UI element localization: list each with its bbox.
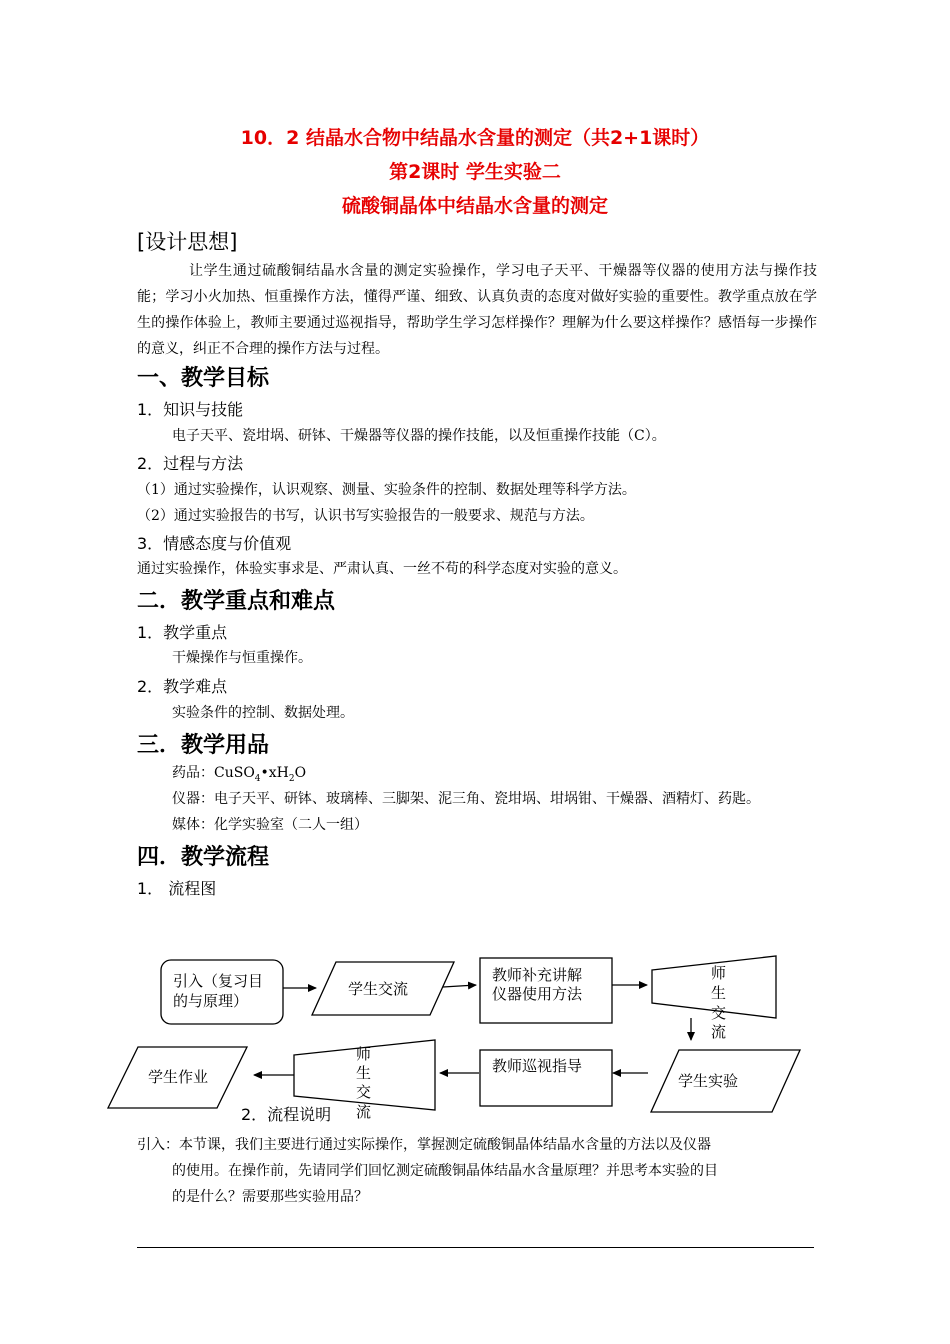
design-heading: [设计思想] [137,230,238,254]
document-title: 10．2 结晶水合物中结晶水含量的测定（共2+1课时） [240,127,710,149]
difficulty-heading: 2．教学难点 [137,677,228,696]
flow-node-exchange-right-char3: 交 [711,1004,727,1022]
design-paragraph: 让学生通过硫酸铜结晶水含量的测定实验操作，学习电子天平、干燥器等仪器的使用方法与操作技能；学习小火加热、恒重操作方法，懂得严谨、细致、认真负责的态度对做好实验的重要性。教学重点放在学生的操作体验上，教师主要通过巡视指导，帮助学生学习怎样操作？理解为什么要这样操作？感悟每一步操作的意义，纠正不合理的操作方法与过程。 [137,263,817,357]
flow-node-teacher-supplement-line1: 教师补充讲解 [492,966,583,984]
knowledge-heading: 1．知识与技能 [137,400,244,419]
flow-node-exchange-left-char2: 生 [356,1064,372,1082]
experiment-title: 硫酸铜晶体中结晶水含量的测定 [341,195,608,217]
intro-line-2: 的使用。在操作前，先请同学们回忆测定硫酸铜晶体结晶水含量原理？并思考本实验的目 [172,1163,718,1179]
process-item-1: （1）通过实验操作，认识观察、测量、实验条件的控制、数据处理等科学方法。 [137,482,636,498]
flow-node-teacher-supplement [480,958,612,1023]
flow-node-student-homework [108,1047,247,1108]
flow-node-student-experiment-label: 学生实验 [678,1072,739,1090]
flow-arrow-2 [443,985,476,987]
emotion-heading: 3．情感态度与价值观 [137,534,292,553]
flow-node-exchange-right-char4: 流 [711,1023,727,1041]
flowchart-heading: 1． 流程图 [137,879,217,898]
flow-node-intro-line2: 的与原理） [173,992,249,1010]
flow-node-exchange-right-char1: 师 [711,964,727,982]
supplies-heading: 三．教学用品 [137,733,270,758]
media-text: 媒体：化学实验室（二人一组） [172,817,368,833]
flow-node-teacher-supplement-line2: 仪器使用方法 [492,985,583,1003]
flow-node-student-homework-label: 学生作业 [148,1068,209,1086]
drug-label: 药品： [172,765,214,781]
flow-node-intro [161,960,283,1024]
footer-rule [137,1247,814,1248]
keypoints-heading: 二．教学重点和难点 [137,589,336,614]
flow-node-exchange-left-char3: 交 [356,1083,372,1101]
flow-node-intro-line1: 引入（复习目 [173,972,264,990]
flow-explain-heading: 2．流程说明 [241,1105,332,1124]
flow-node-exchange-right-char2: 生 [711,984,727,1002]
focus-heading: 1．教学重点 [137,623,228,642]
flow-node-exchange-left-char1: 师 [356,1045,372,1063]
objectives-heading: 一、教学目标 [137,366,270,391]
knowledge-text: 电子天平、瓷坩埚、研钵、干燥器等仪器的操作技能，以及恒重操作技能（C）。 [172,428,666,444]
flow-node-exchange-left-char4: 流 [356,1103,372,1121]
process-item-2: （2）通过实验报告的书写，认识书写实验报告的一般要求、规范与方法。 [137,508,594,524]
difficulty-text: 实验条件的控制、数据处理。 [172,705,354,721]
emotion-text: 通过实验操作，体验实事求是、严肃认真、一丝不苟的科学态度对实验的意义。 [137,561,627,577]
flow-heading: 四．教学流程 [137,845,270,870]
intro-line-1: 引入：本节课，我们主要进行通过实际操作，掌握测定硫酸铜晶体结晶水含量的方法以及仪器 [137,1137,711,1153]
flow-node-teacher-patrol-label: 教师巡视指导 [492,1057,583,1075]
intro-line-3: 的是什么？需要那些实验用品？ [172,1189,368,1205]
instruments-text: 仪器：电子天平、研钵、玻璃棒、三脚架、泥三角、瓷坩埚、坩埚钳、干燥器、酒精灯、药匙。 [172,791,760,807]
flow-node-student-experiment [651,1050,800,1112]
drug-formula: $CuSO_4•xH_2O$ [214,765,307,784]
process-heading: 2．过程与方法 [137,454,244,473]
flow-node-teacher-patrol [480,1050,612,1106]
focus-text: 干燥操作与恒重操作。 [172,650,312,666]
flow-node-student-exchange-label: 学生交流 [348,980,409,998]
flow-node-exchange-right [652,956,776,1041]
lesson-subtitle: 第2课时 学生实验二 [389,161,561,183]
flow-node-student-exchange [312,962,454,1015]
